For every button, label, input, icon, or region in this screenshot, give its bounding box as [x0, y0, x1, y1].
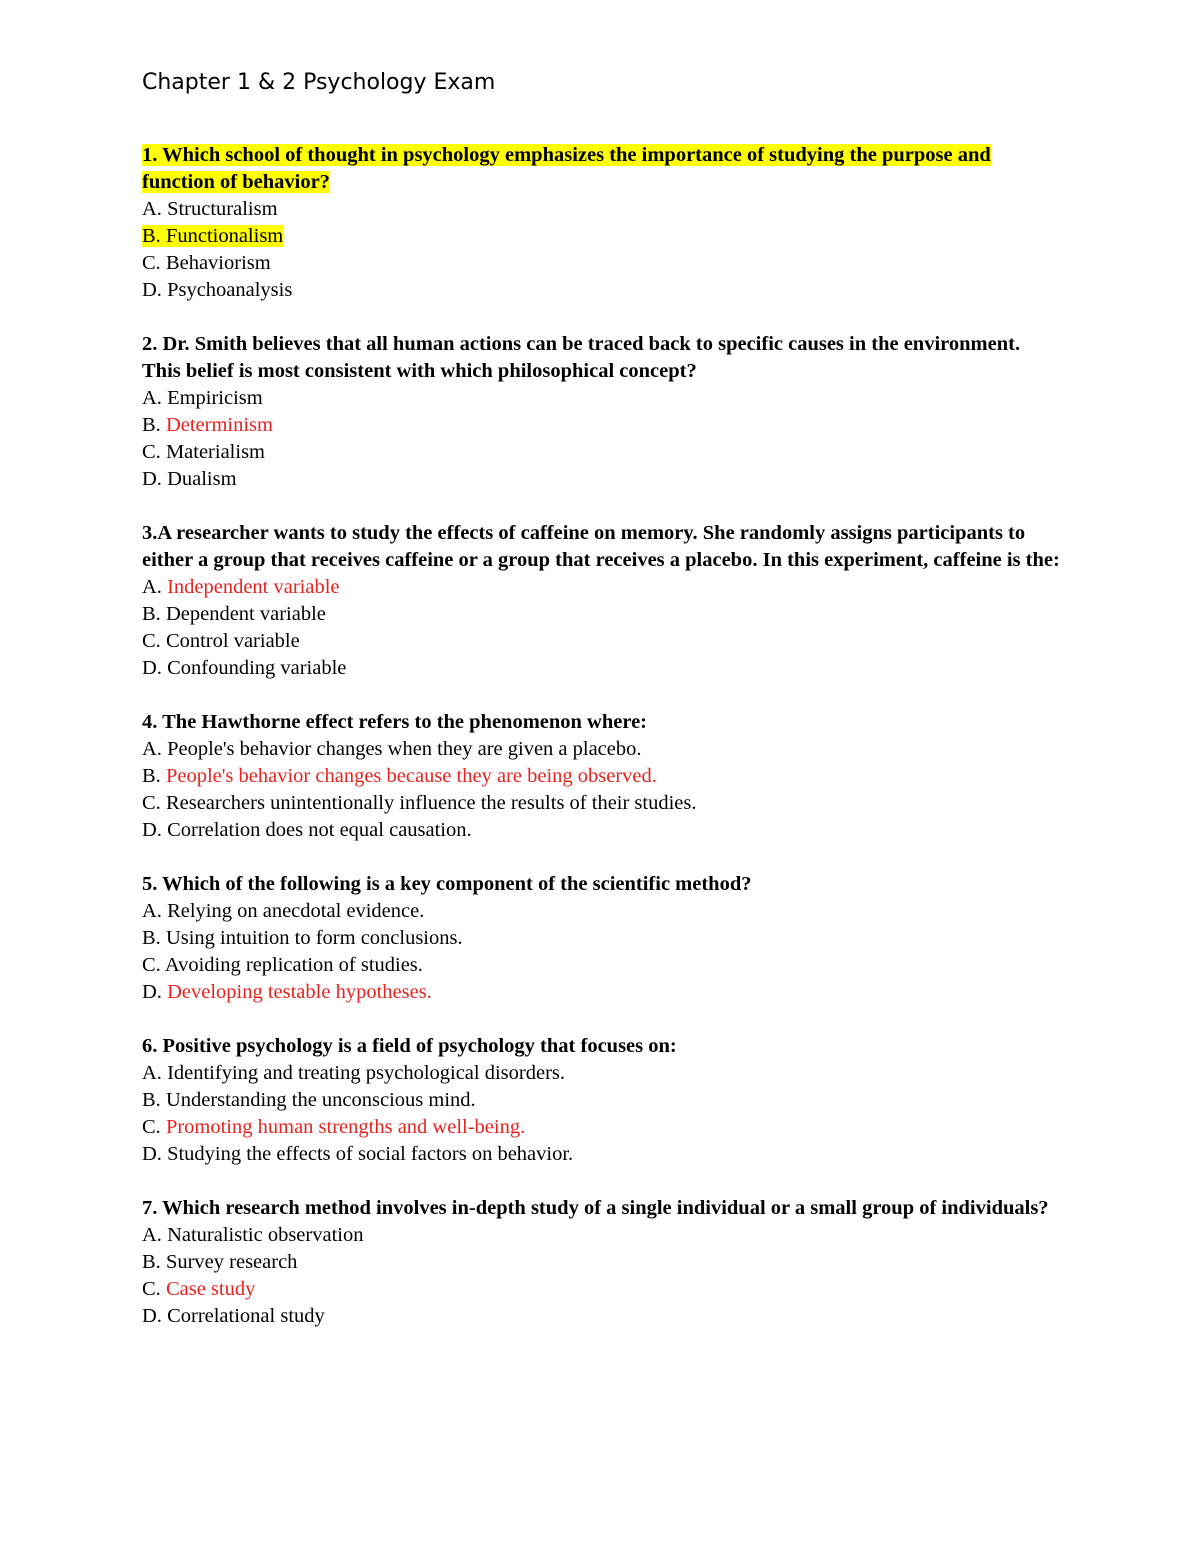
document-page — [142, 66, 1062, 1357]
option-b — [142, 925, 1062, 952]
option-letter: B. — [142, 765, 161, 787]
option-c — [142, 952, 1062, 979]
option-text: Using intuition to form conclusions. — [165, 927, 463, 949]
option-letter: D. — [142, 279, 162, 301]
option-letter: A. — [142, 900, 162, 922]
option-letter: B. — [142, 1089, 161, 1111]
option-letter: B. — [142, 927, 161, 949]
question-text: 6. Positive psychology is a field of psychology that focuses on: — [142, 1035, 677, 1057]
option-letter: D. — [142, 657, 162, 679]
answer-highlight — [142, 225, 283, 247]
option-text: Dualism — [167, 468, 237, 490]
option-d — [142, 817, 1062, 844]
option-d — [142, 466, 1062, 493]
option-text: Materialism — [165, 441, 265, 463]
option-d — [142, 655, 1062, 682]
option-text: Correlational study — [167, 1305, 325, 1327]
option-c — [142, 250, 1062, 277]
option-d-answer — [142, 979, 1062, 1006]
option-b-answer — [142, 763, 1062, 790]
option-text: Researchers unintentionally influence the results of their studies. — [165, 792, 697, 814]
answer-text: Promoting human strengths and well-being. — [165, 1116, 526, 1138]
answer-text: People's behavior changes because they are being observed. — [165, 765, 657, 787]
option-letter: C. — [142, 1116, 161, 1138]
option-text: Empiricism — [167, 387, 263, 409]
option-text: Functionalism — [165, 225, 284, 247]
question-3 — [142, 520, 1062, 682]
option-text: Dependent variable — [165, 603, 326, 625]
option-letter: C. — [142, 630, 161, 652]
option-d — [142, 277, 1062, 304]
question-6 — [142, 1033, 1062, 1168]
option-letter: C. — [142, 252, 161, 274]
option-letter: A. — [142, 1062, 162, 1084]
option-a — [142, 1060, 1062, 1087]
option-letter: B. — [142, 225, 161, 247]
option-a — [142, 898, 1062, 925]
option-a — [142, 385, 1062, 412]
question-1 — [142, 142, 1062, 304]
option-b — [142, 601, 1062, 628]
option-d — [142, 1141, 1062, 1168]
option-c — [142, 628, 1062, 655]
option-letter: C. — [142, 1278, 161, 1300]
option-a — [142, 196, 1062, 223]
answer-text: Independent variable — [167, 576, 340, 598]
option-text: Studying the effects of social factors on behavior. — [167, 1143, 574, 1165]
option-c — [142, 790, 1062, 817]
question-text: 3.A researcher wants to study the effects of caffeine on memory. She randomly assigns participants to either a group that receives caffeine or a group that receives a placebo. In this experiment, caffeine is the: — [142, 522, 1060, 571]
option-letter: C. — [142, 954, 161, 976]
option-c-answer — [142, 1276, 1062, 1303]
question-7 — [142, 1195, 1062, 1330]
question-2 — [142, 331, 1062, 493]
answer-text: Determinism — [165, 414, 273, 436]
option-text: People's behavior changes when they are given a placebo. — [167, 738, 642, 760]
question-4 — [142, 709, 1062, 844]
option-letter: D. — [142, 1305, 162, 1327]
option-text: Survey research — [165, 1251, 298, 1273]
option-letter: A. — [142, 738, 162, 760]
option-text: Correlation does not equal causation. — [167, 819, 472, 841]
question-text: 2. Dr. Smith believes that all human actions can be traced back to specific causes in the environment. This belief is most consistent with which philosophical concept? — [142, 333, 1021, 382]
question-text — [142, 142, 1062, 196]
option-text: Naturalistic observation — [167, 1224, 364, 1246]
document-title: Chapter 1 & 2 Psychology Exam — [142, 70, 496, 95]
option-letter: A. — [142, 198, 162, 220]
question-text: 5. Which of the following is a key component of the scientific method? — [142, 873, 752, 895]
option-b — [142, 1249, 1062, 1276]
option-text: Identifying and treating psychological disorders. — [167, 1062, 566, 1084]
option-a — [142, 1222, 1062, 1249]
option-letter: C. — [142, 792, 161, 814]
option-text: Understanding the unconscious mind. — [165, 1089, 476, 1111]
option-b-answer — [142, 223, 1062, 250]
option-letter: A. — [142, 387, 162, 409]
option-c — [142, 439, 1062, 466]
option-letter: D. — [142, 819, 162, 841]
answer-text: Developing testable hypotheses. — [167, 981, 432, 1003]
option-letter: B. — [142, 1251, 161, 1273]
option-letter: D. — [142, 981, 162, 1003]
option-letter: A. — [142, 1224, 162, 1246]
option-a — [142, 736, 1062, 763]
option-letter: A. — [142, 576, 162, 598]
answer-text: Case study — [165, 1278, 256, 1300]
option-letter: D. — [142, 468, 162, 490]
question-text: 7. Which research method involves in-depth study of a single individual or a small group of individuals? — [142, 1197, 1049, 1219]
question-text: 4. The Hawthorne effect refers to the phenomenon where: — [142, 711, 648, 733]
option-d — [142, 1303, 1062, 1330]
option-a-answer — [142, 574, 1062, 601]
option-text: Control variable — [165, 630, 300, 652]
option-text: Behaviorism — [165, 252, 271, 274]
option-letter: C. — [142, 441, 161, 463]
question-highlight: 1. Which school of thought in psychology emphasizes the importance of studying the purpose and function of behavior? — [142, 144, 991, 193]
option-b-answer — [142, 412, 1062, 439]
option-c-answer — [142, 1114, 1062, 1141]
option-text: Confounding variable — [167, 657, 347, 679]
option-text: Relying on anecdotal evidence. — [167, 900, 425, 922]
option-text: Psychoanalysis — [167, 279, 293, 301]
option-text: Avoiding replication of studies. — [164, 954, 423, 976]
option-b — [142, 1087, 1062, 1114]
option-letter: B. — [142, 603, 161, 625]
option-letter: D. — [142, 1143, 162, 1165]
option-text: Structuralism — [167, 198, 278, 220]
question-5 — [142, 871, 1062, 1006]
option-letter: B. — [142, 414, 161, 436]
